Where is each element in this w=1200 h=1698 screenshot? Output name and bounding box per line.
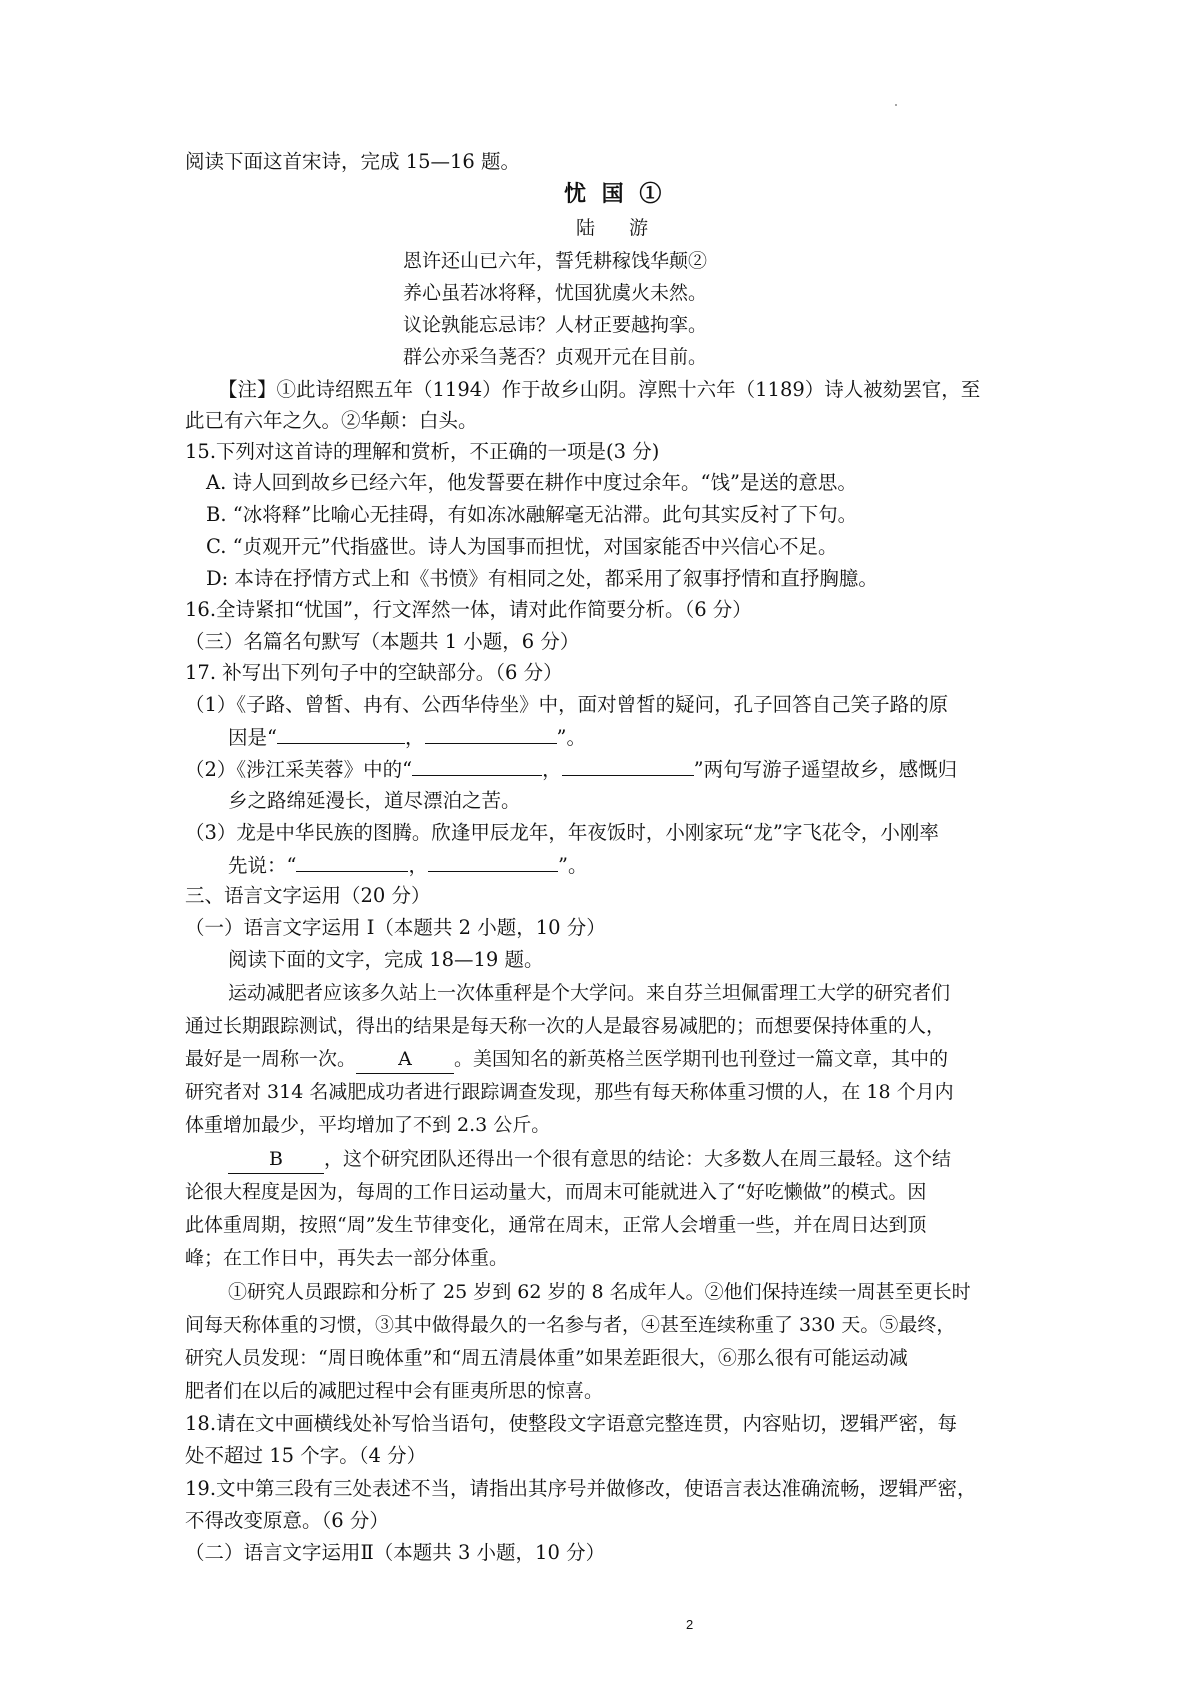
q17-item2-sep: ，	[542, 758, 562, 781]
intro-text: 阅读下面这首宋诗，完成 15—16 题。	[185, 150, 521, 173]
poem-line-3: 议论孰能忘忌讳？人材正要越拘挛。	[403, 314, 708, 336]
blank-b[interactable]: B	[228, 1145, 324, 1174]
q17-item1-line1: （1）《子路、曾皙、冉有、公西华侍坐》中，面对曾皙的疑问，孔子回答自己笑子路的原	[185, 693, 949, 716]
q17-item1-suffix: ”。	[556, 726, 586, 749]
passage-p1-line3	[185, 1045, 948, 1074]
passage-p1-line5: 体重增加最少，平均增加了不到 2.3 公斤。	[185, 1114, 551, 1136]
passage-p1-line1: 运动减肥者应该多久站上一次体重秤是个大学问。来自芬兰坦佩雷理工大学的研究者们	[228, 982, 951, 1004]
q17-item3-sep: ，	[408, 854, 428, 877]
q17-stem: 17. 补写出下列句子中的空缺部分。（6 分）	[185, 661, 563, 684]
q17-item3-suffix: ”。	[558, 854, 588, 877]
passage-p2-line1	[228, 1145, 951, 1174]
q17-item3-line2	[228, 851, 587, 880]
q17-item1-sep: ，	[404, 726, 425, 749]
reading-intro: 阅读下面的文字，完成 18—19 题。	[228, 948, 544, 971]
q15-option-c: C. “贞观开元”代指盛世。诗人为国事而担忧，对国家能否中兴信心不足。	[206, 535, 838, 558]
answer-blank[interactable]	[296, 851, 408, 872]
passage-p2-line1-post: ，这个研究团队还得出一个很有意思的结论：大多数人在周三最轻。这个结	[324, 1148, 952, 1170]
poem-author: 陆 游	[576, 217, 663, 239]
q18-line2: 处不超过 15 个字。（4 分）	[185, 1444, 427, 1467]
q17-item3-line1: （3）龙是中华民族的图腾。欣逢甲辰龙年，年夜饭时，小刚家玩“龙”字飞花令，小刚率	[185, 821, 939, 844]
poem-line-2: 养心虽若冰将释，忧国犹虞火未然。	[403, 282, 708, 304]
poem-title: 忧 国 ①	[564, 181, 666, 207]
passage-p1-line3-post: 。美国知名的新英格兰医学期刊也刊登过一篇文章，其中的	[454, 1048, 949, 1070]
answer-blank[interactable]	[412, 755, 542, 776]
passage-p3-line2: 间每天称体重的习惯，③其中做得最久的一名参与者，④甚至连续称重了 330 天。⑤最终，	[185, 1314, 956, 1336]
q15-option-d: D: 本诗在抒情方式上和《书愤》有相同之处，都采用了叙事抒情和直抒胸臆。	[206, 567, 878, 590]
answer-blank[interactable]	[425, 723, 557, 744]
q15-option-a: A. 诗人回到故乡已经六年，他发誓要在耕作中度过余年。“饯”是送的意思。	[206, 471, 857, 494]
passage-p2-line3: 此体重周期，按照“周”发生节律变化，通常在周末，正常人会增重一些，并在周日达到顶	[185, 1214, 927, 1236]
poem-note-line-2: 此已有六年之久。②华颠：白头。	[185, 409, 478, 432]
q18-line1: 18.请在文中画横线处补写恰当语句，使整段文字语意完整连贯，内容贴切，逻辑严密，每	[185, 1412, 958, 1435]
answer-blank[interactable]	[277, 723, 405, 744]
passage-p3-line1: ①研究人员跟踪和分析了 25 岁到 62 岁的 8 名成年人。②他们保持连续一周甚至更长时	[228, 1281, 971, 1303]
passage-p1-line2: 通过长期跟踪测试，得出的结果是每天称一次的人是最容易减肥的；而想要保持体重的人，	[185, 1015, 946, 1037]
answer-blank[interactable]	[428, 851, 558, 872]
passage-p1-line4: 研究者对 314 名减肥成功者进行跟踪调查发现，那些有每天称体重习惯的人，在 18 个月内	[185, 1081, 954, 1103]
passage-p2-line4: 峰；在工作日中，再失去一部分体重。	[185, 1247, 509, 1269]
passage-p2-line2: 论很大程度是因为，每周的工作日运动量大，而周末可能就进入了“好吃懒做”的模式。因	[185, 1181, 927, 1203]
poem-line-4: 群公亦采刍荛否？贞观开元在目前。	[403, 346, 708, 368]
q19-line1: 19.文中第三段有三处表述不当，请指出其序号并做修改，使语言表达准确流畅，逻辑严密，	[185, 1477, 977, 1500]
q19-line2: 不得改变原意。（6 分）	[185, 1509, 389, 1532]
q17-item1-prefix: 因是“	[228, 726, 277, 749]
passage-p1-line3-pre: 最好是一周称一次。	[185, 1048, 357, 1070]
q17-item2-suffix: ”两句写游子遥望故乡，感慨归	[693, 758, 958, 781]
q16-stem: 16.全诗紧扣“忧国”，行文浑然一体，请对此作简要分析。（6 分）	[185, 598, 752, 621]
answer-blank[interactable]	[562, 755, 694, 776]
q17-item2-line2: 乡之路绵延漫长，道尽漂泊之苦。	[228, 789, 521, 812]
scan-speck	[895, 104, 897, 106]
q17-item2-line1	[185, 755, 957, 784]
passage-p3-line3: 研究人员发现：“周日晚体重”和“周五清晨体重”如果差距很大，⑥那么很有可能运动减	[185, 1347, 908, 1369]
q15-option-b: B. “冰将释”比喻心无挂碍，有如冻冰融解毫无沾滞。此句其实反衬了下句。	[206, 503, 858, 526]
blank-a[interactable]: A	[356, 1045, 454, 1074]
poem-line-1: 恩许还山已六年，誓凭耕稼饯华颠②	[403, 250, 708, 272]
q17-item3-prefix: 先说：“	[228, 854, 297, 877]
sub1-header: （一）语言文字运用 I（本题共 2 小题，10 分）	[185, 916, 606, 939]
q17-item2-prefix: （2）《涉江采芙蓉》中的“	[185, 758, 413, 781]
section3-header: （三）名篇名句默写（本题共 1 小题，6 分）	[185, 630, 580, 653]
sub2-header: （二）语言文字运用Ⅱ（本题共 3 小题，10 分）	[185, 1541, 606, 1564]
part3-header: 三、语言文字运用（20 分）	[185, 884, 431, 907]
poem-note-line-1: 【注】①此诗绍熙五年（1194）作于故乡山阴。淳熙十六年（1189）诗人被劾罢官，至	[218, 378, 981, 401]
q17-item1-line2	[228, 723, 586, 752]
page-number: 2	[686, 1617, 694, 1632]
q15-stem: 15.下列对这首诗的理解和赏析，不正确的一项是(3 分)	[185, 440, 660, 463]
passage-p3-line4: 肥者们在以后的减肥过程中会有匪夷所思的惊喜。	[185, 1380, 604, 1402]
